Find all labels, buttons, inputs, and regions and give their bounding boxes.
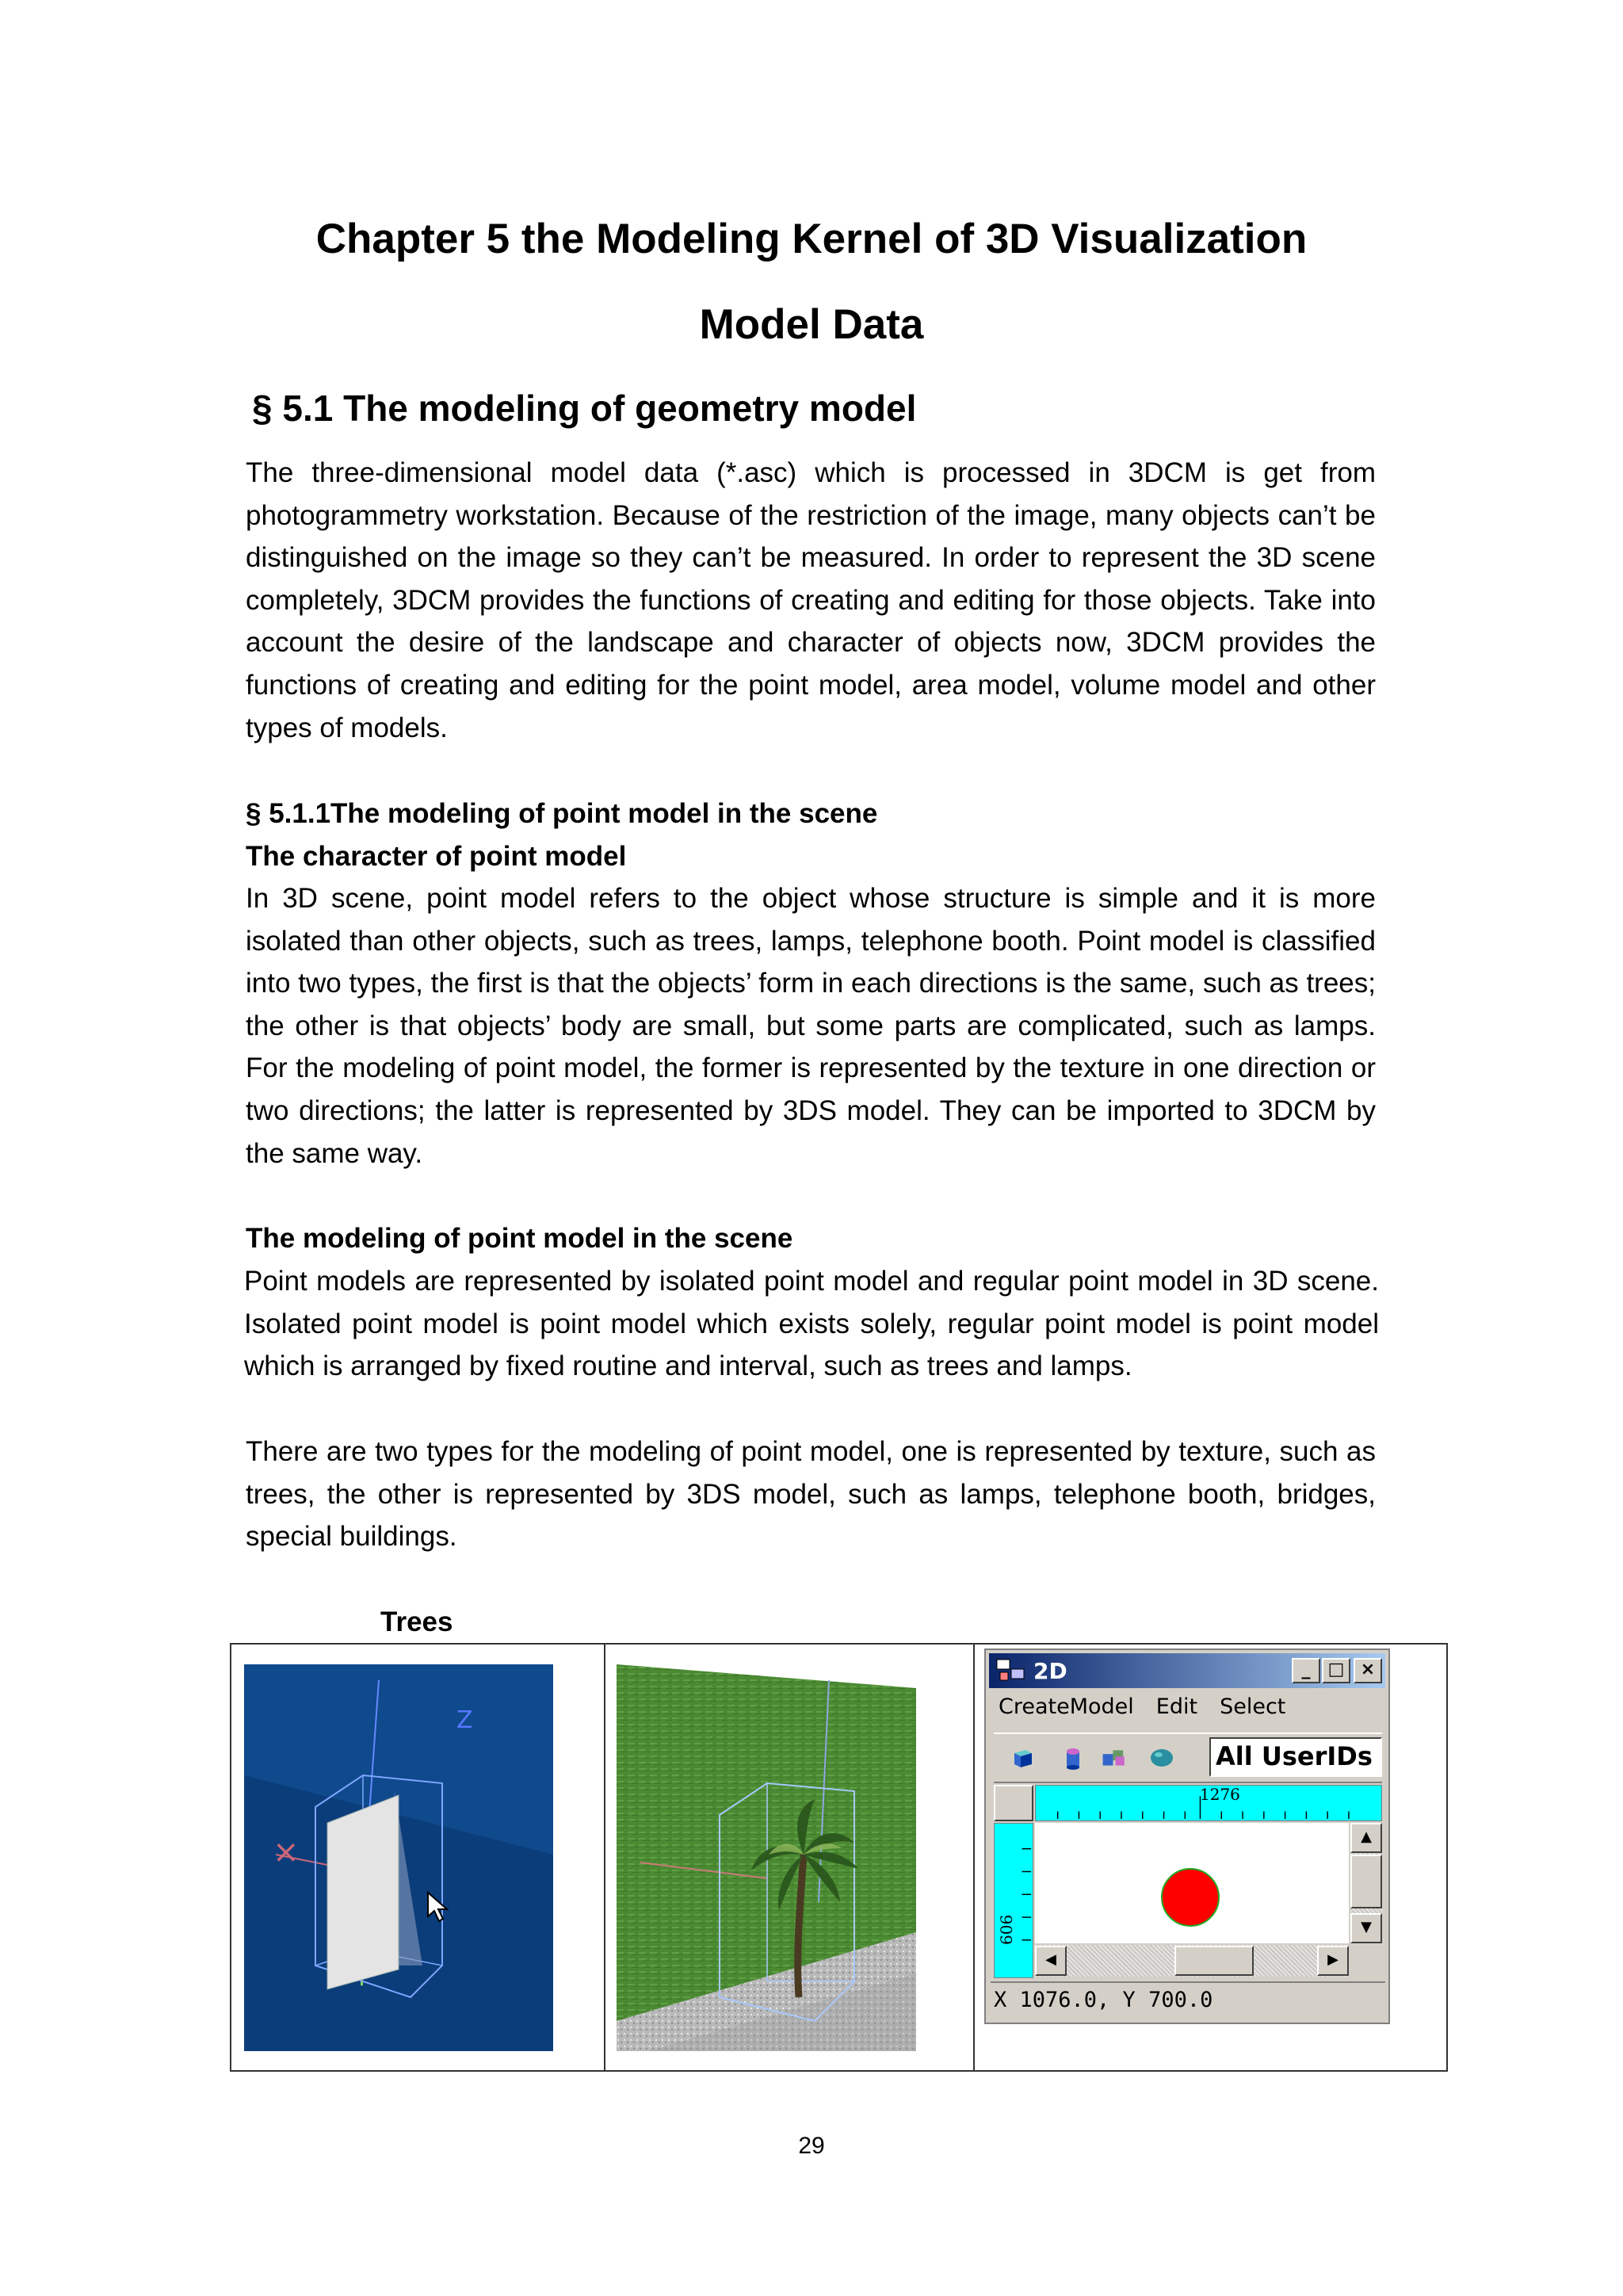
page-number: 29 <box>798 2133 825 2159</box>
left-ruler-label: 606 <box>997 1914 1016 1945</box>
menu-item-select[interactable]: Select <box>1220 1694 1286 1719</box>
cell-divider-2 <box>973 1645 975 2070</box>
chapter-title-line-2: Model Data <box>699 301 924 348</box>
paragraph-modeling: Point models are represented by isolated point model and regular point model in 3D scene. Isolated point model is point model which exists solely, regular point model is point model which is arranged by fixed routine and interval, such as trees and lamps. <box>244 1266 1379 1382</box>
app-icon <box>995 1658 1027 1683</box>
figure-caption: Trees <box>380 1606 453 1637</box>
subsection-heading: § 5.1.1The modeling of point model in the scene <box>246 798 878 829</box>
horizontal-scroll-thumb[interactable] <box>1174 1946 1254 1976</box>
svg-text:×: × <box>273 1834 300 1870</box>
userid-combo[interactable]: All UserIDs <box>1209 1737 1382 1777</box>
left-ruler <box>994 1823 1033 1978</box>
top-ruler-label: 1276 <box>1200 1785 1240 1804</box>
menu-item-createmodel[interactable]: CreateModel <box>999 1694 1134 1719</box>
horizontal-scrollbar[interactable] <box>1035 1945 1349 1977</box>
cube-tool-icon[interactable] <box>1010 1745 1035 1771</box>
window-title: 2D <box>1033 1658 1067 1684</box>
cell-divider-1 <box>604 1645 605 2070</box>
two-d-window <box>984 1648 1390 2024</box>
vertical-scroll-thumb[interactable] <box>1350 1855 1382 1908</box>
paragraph-intro: The three-dimensional model data (*.asc) which is processed in 3DCM is get from photogrammetry workstation. Because of the restriction of the image, many objects can’t be distinguished on the image so they can’t be measured. In order to represent the 3D scene completely, 3DCM provides the functions of creating and editing for those objects. Take into account the desire of the landscape and character of objects now, 3DCM provides the functions of creating and editing for the point model, area model, volume model and other types of models. <box>246 457 1376 743</box>
menu-bar <box>999 1694 1308 1719</box>
svg-text:Z: Z <box>456 1706 473 1734</box>
scroll-left-button[interactable]: ◀ <box>1035 1946 1067 1976</box>
scroll-down-button[interactable]: ▼ <box>1350 1913 1382 1943</box>
window-title-bar[interactable] <box>989 1653 1385 1688</box>
multi-cube-tool-icon[interactable] <box>1102 1745 1127 1771</box>
chapter-title-line-1: Chapter 5 the Modeling Kernel of 3D Visualization <box>315 216 1308 262</box>
paragraph-types: There are two types for the modeling of point model, one is represented by texture, such as trees, the other is represented by 3DS model, such as lamps, telephone booth, bridges, special buildings. <box>246 1436 1376 1553</box>
billboard-3d-view-image <box>244 1664 553 2051</box>
vertical-scrollbar[interactable] <box>1350 1823 1382 1943</box>
status-bar: X 1076.0, Y 700.0 <box>991 1981 1385 2018</box>
cylinder-tool-icon[interactable] <box>1060 1745 1086 1771</box>
section-heading: § 5.1 The modeling of geometry model <box>252 388 917 429</box>
paragraph-character: In 3D scene, point model refers to the object whose structure is simple and it is more isolated than other objects, such as trees, lamps, telephone booth. Point model is classified into two types, the first is that the objects’ form in each directions is the same, such as trees; the other is that objects’ body are small, but some parts are complicated, such as lamps. For the modeling of point model, the former is represented by the texture in one direction or two directions; the latter is represented by 3DS model. They can be imported to 3DCM by the same way. <box>246 883 1376 1169</box>
sphere-tool-icon[interactable] <box>1149 1745 1174 1771</box>
scroll-right-button[interactable]: ▶ <box>1317 1946 1349 1976</box>
character-heading: The character of point model <box>246 841 627 872</box>
modeling-heading: The modeling of point model in the scene <box>246 1223 793 1254</box>
palm-tree-scene-image <box>617 1664 916 2051</box>
point-model-marker[interactable] <box>1035 1823 1349 1943</box>
close-button[interactable]: × <box>1354 1658 1382 1683</box>
maximize-button[interactable]: □ <box>1322 1658 1350 1683</box>
minimize-button[interactable]: _ <box>1292 1658 1320 1683</box>
scroll-up-button[interactable]: ▲ <box>1350 1823 1382 1853</box>
ruler-corner <box>994 1785 1033 1821</box>
menu-item-edit[interactable]: Edit <box>1155 1694 1198 1719</box>
drawing-canvas[interactable] <box>1035 1823 1349 1943</box>
